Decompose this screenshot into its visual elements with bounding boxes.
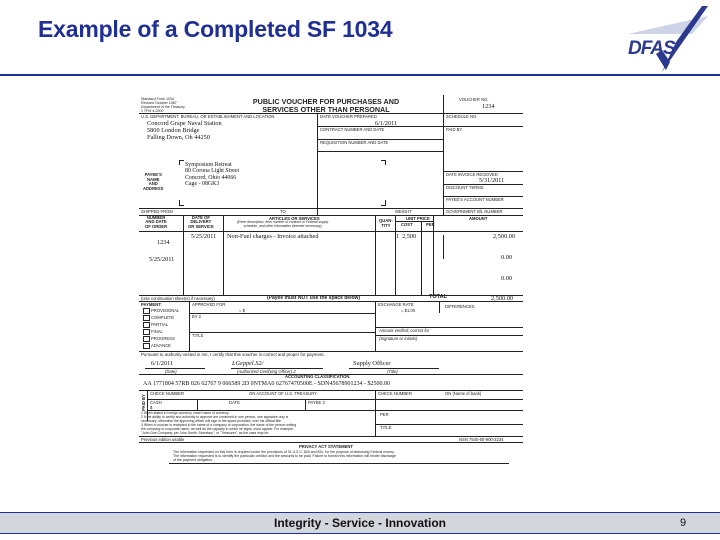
col-delivery-header: DATE OF DELIVERY OR SERVICE bbox=[188, 215, 214, 229]
discount-label: DISCOUNT TERMS bbox=[446, 185, 484, 190]
checkbox-provisional[interactable] bbox=[143, 308, 150, 314]
by-label: BY 2 bbox=[192, 314, 202, 319]
schedule-no-label: SCHEDULE NO. bbox=[446, 114, 478, 119]
payee-address: Symposium Retreat 80 Corona Light Street Concord, Ohio 44066 Cage - 08GK3 bbox=[185, 162, 240, 188]
page-number: 9 bbox=[680, 517, 687, 529]
title-rule bbox=[0, 74, 720, 76]
dept-label: U.S. DEPARTMENT, BUREAU, OR ESTABLISHMENT AND LOCATION bbox=[141, 114, 275, 119]
authorized-officer-caption: (Authorized Certifying Officer) 2 bbox=[237, 369, 296, 374]
exchange-rate-label: EXCHANGE RATE bbox=[378, 302, 414, 307]
dept-address: Concord Grape Naval Station 5800 London Bridge Falling Down, Oh 44250 bbox=[147, 120, 222, 141]
invoice-received: 5/31/2011 bbox=[479, 177, 505, 184]
approved-for-label: APPROVED FOR bbox=[192, 302, 226, 307]
form-heading: PUBLIC VOUCHER FOR PURCHASES AND SERVICES OTHER THAN PERSONAL bbox=[252, 97, 400, 114]
certification-date: 6/1/2011 bbox=[151, 360, 174, 367]
checkbox-final[interactable] bbox=[143, 329, 150, 335]
payment-option-provisional: PROVISIONAL bbox=[151, 308, 180, 313]
col-per-header: PER bbox=[426, 222, 435, 227]
date-caption: (Date) bbox=[165, 369, 177, 374]
amount-row-3: 0.00 bbox=[501, 275, 513, 282]
paid-by-side-label: PAID BY bbox=[140, 394, 146, 411]
check-number-label-2: CHECK NUMBER bbox=[378, 391, 412, 396]
exchange-rate-value: = $1.00 bbox=[401, 308, 416, 313]
order-date: 5/25/2011 bbox=[149, 256, 175, 263]
article-description: Non-Fuel charges - Invoice attached bbox=[227, 233, 319, 240]
requisition-label: REQUISITION NUMBER AND DATE bbox=[320, 140, 389, 145]
nsn-label: NSN 7540-00-900-2234 bbox=[459, 437, 504, 442]
continuation-note: (Use continuation sheet(s) if necessary) bbox=[141, 296, 215, 301]
payment-option-final: FINAL bbox=[151, 329, 163, 334]
sf-1034-form bbox=[139, 95, 523, 485]
title-caption: (Title) bbox=[387, 369, 398, 374]
per-label: PER bbox=[380, 412, 389, 417]
delivery-date: 5/25/2011 bbox=[191, 233, 217, 240]
weight-label: WEIGHT bbox=[395, 209, 412, 214]
accounting-classification-label: ACCOUNTING CLASSIFICATION bbox=[285, 374, 350, 379]
certifying-title: Supply Officer bbox=[353, 360, 391, 367]
svg-text:DFAS: DFAS bbox=[628, 38, 675, 59]
total-label: TOTAL bbox=[429, 294, 448, 300]
checkbox-progress[interactable] bbox=[143, 336, 150, 342]
contract-label: CONTRACT NUMBER AND DATE bbox=[320, 127, 385, 132]
checkbox-complete[interactable] bbox=[143, 315, 150, 321]
payee-signature-label: PAYEE 3 bbox=[308, 400, 325, 405]
on-account-label: ON ACCOUNT OF U.S. TREASURY bbox=[249, 391, 317, 396]
footnotes: 1 When stated in foreign currency, insert name of currency. 2 If the ability to certify and authority to approve are combined in one person, one signature only is necessary; otherwise the approving officer will sign in the space provided, over his official title. 3 When a voucher is receipted in the name of a company or corporation, the name of the person writing the company or corporate name, as well as the capacity in which he signs, must appear. For example: "John Doe Company, per John Smith, Secretary", or "Treasurer", as the case may be. bbox=[141, 411, 297, 435]
payment-option-partial: PARTIAL bbox=[151, 322, 169, 327]
payee-label: PAYEE'S NAME AND ADDRESS bbox=[143, 172, 164, 191]
payment-option-progress: PROGRESS bbox=[151, 336, 175, 341]
footer-motto: Integrity - Service - Innovation bbox=[273, 516, 447, 530]
date-prepared-label: DATE VOUCHER PREPARED bbox=[320, 114, 377, 119]
payment-option-advance: ADVANCE bbox=[151, 343, 171, 348]
standard-form-id: Standard Form 1034 Revised October 1987 Department of the Treasury 1 TFM 4-2000 bbox=[141, 97, 185, 113]
on-bank-label: ON (Name of bank) bbox=[445, 391, 482, 396]
title-label: TITLE bbox=[192, 333, 204, 338]
approved-value: = $ bbox=[239, 308, 245, 313]
col-number-header: NUMBER AND DATE OF ORDER bbox=[145, 215, 168, 229]
privacy-statement: The information requested on this form is required under the provisions of 31 U.S.C. 82b and 82c, for the purpose of disbursing Federal money. The information requested is to identify the particular creditor and the amounts to be paid. Failure to furnish this information will hinder discharge of the payment obligation. bbox=[173, 450, 396, 463]
voucher-no-label: VOUCHER NO. bbox=[459, 97, 489, 102]
slide-title: Example of a Completed SF 1034 bbox=[38, 16, 393, 42]
amount-verified-label: Amount verified; correct for bbox=[379, 328, 430, 333]
amount-row-1: 2,500.00 bbox=[493, 233, 516, 240]
col-qty-header: QUAN- TITY bbox=[379, 218, 393, 228]
payment-option-complete: COMPLETE bbox=[151, 315, 175, 320]
total-value: 2,500.00 bbox=[491, 295, 514, 302]
payee-no-use-notice: (Payee must NOT use the space below) bbox=[267, 295, 361, 301]
shipped-from-label: SHIPPED FROM bbox=[141, 209, 173, 214]
gov-bl-label: GOVERNMENT B/L NUMBER bbox=[446, 209, 503, 214]
cash-value: $ bbox=[150, 405, 153, 410]
amount-row-2: 0.00 bbox=[501, 254, 513, 261]
footer-bar bbox=[0, 512, 720, 534]
cash-label: CASH bbox=[150, 400, 162, 405]
title-label-2: TITLE bbox=[380, 425, 392, 430]
dfas-logo bbox=[622, 4, 712, 74]
col-amount-header: AMOUNT bbox=[469, 216, 488, 221]
differences-label: DIFFERENCES bbox=[445, 304, 475, 309]
invoice-received-label: DATE INVOICE RECEIVED bbox=[446, 172, 498, 177]
previous-edition-note: Previous edition usable bbox=[141, 437, 185, 442]
unit-cost: 2,500 bbox=[402, 233, 417, 240]
date-prepared: 6/1/2011 bbox=[375, 120, 398, 127]
col-articles-subheader: (Enter description, item number of contract or Federal supply schedule, and other information deemed necessary) bbox=[237, 220, 329, 228]
paid-by-label: PAID BY bbox=[446, 127, 463, 132]
quantity: 1 bbox=[396, 233, 400, 240]
certify-statement: Pursuant to authority vested in me, I certify that this voucher is correct and proper for payment. bbox=[141, 352, 325, 357]
signature-initials-label: (Signature or initials) bbox=[379, 336, 418, 341]
to-label: TO bbox=[280, 209, 286, 214]
checkbox-partial[interactable] bbox=[143, 322, 150, 328]
col-articles-header: ARTICLES OR SERVICES bbox=[269, 216, 320, 221]
accounting-classification: AA 1771804 57RB 026 62767 9 066589 2D 0NTMA0 62767470500E - SDN45678901234 - $2500.00 bbox=[143, 381, 391, 387]
payee-account-label: PAYEE'S ACCOUNT NUMBER bbox=[446, 197, 504, 202]
col-unit-price-header: UNIT PRICE bbox=[406, 216, 430, 221]
check-number-label: CHECK NUMBER bbox=[150, 391, 184, 396]
col-cost-header: COST bbox=[401, 222, 413, 227]
voucher-no: 1234 bbox=[482, 103, 495, 110]
date-label: DATE bbox=[229, 400, 240, 405]
payment-label: PAYMENT: bbox=[141, 302, 162, 307]
certifying-signature: LGeppel.S2/ bbox=[232, 360, 264, 367]
order-number: 1234 bbox=[157, 239, 170, 246]
checkbox-advance[interactable] bbox=[143, 343, 150, 349]
privacy-heading: PRIVACY ACT STATEMENT bbox=[299, 444, 353, 449]
